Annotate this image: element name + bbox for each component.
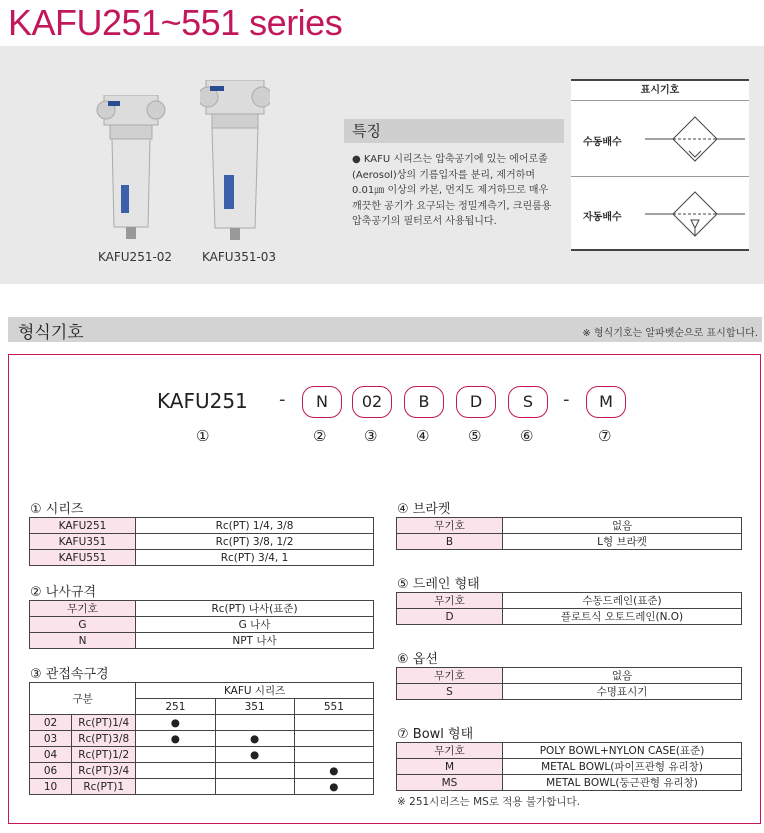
table-cell: 무기호 (397, 518, 503, 534)
table-cell: KAFU251 (30, 518, 136, 534)
product-image-kafu251 (96, 95, 166, 243)
table-row (30, 518, 374, 534)
table-cell: 무기호 (30, 601, 136, 617)
drain-table (396, 592, 742, 625)
code-part-drain: D (456, 386, 496, 418)
code-dash-1: - (279, 389, 286, 410)
table-row (30, 763, 374, 779)
table-cell: 수동드레인(표준) (503, 593, 742, 609)
table-cell: G 나사 (136, 617, 374, 633)
port-mark (215, 779, 294, 795)
port-mark: ● (215, 731, 294, 747)
port-mark (136, 747, 215, 763)
thread-table (29, 600, 374, 649)
code-number-1: ① (196, 427, 210, 445)
model-base: KAFU251 (157, 389, 248, 413)
table-cell: KAFU551 (30, 550, 136, 566)
section-heading: 형식기호 (18, 323, 84, 343)
product-caption-2: KAFU351-03 (202, 250, 277, 264)
manual-drain-symbol (645, 111, 745, 167)
port-table-title: ③ 관접속구경 (30, 667, 109, 682)
code-number-6: ⑥ (520, 427, 534, 445)
code-number-7: ⑦ (598, 427, 612, 445)
code-number-3: ③ (364, 427, 378, 445)
table-cell: Rc(PT) 1/4, 3/8 (136, 518, 374, 534)
page-title: KAFU251~551 series (8, 2, 343, 43)
table-cell: NPT 나사 (136, 633, 374, 649)
table-cell: KAFU351 (30, 534, 136, 550)
drain-table-title: ⑤ 드레인 형태 (397, 577, 480, 592)
port-head-label: 구분 (30, 683, 136, 715)
option-table-title: ⑥ 옵션 (397, 652, 438, 667)
port-mark (215, 715, 294, 731)
table-row (397, 534, 742, 550)
symbol-label-manual: 수동배수 (583, 137, 622, 148)
table-row (397, 668, 742, 684)
code-part-bracket: B (404, 386, 444, 418)
port-size: Rc(PT)1 (72, 779, 136, 795)
table-row (397, 743, 742, 759)
series-table (29, 517, 374, 566)
table-cell: D (397, 609, 503, 625)
code-part-port: 02 (352, 386, 392, 418)
code-number-2: ② (313, 427, 327, 445)
table-row (30, 550, 374, 566)
product-caption-1: KAFU251-02 (98, 250, 173, 264)
bowl-table (396, 742, 742, 791)
symbol-label-auto: 자동배수 (583, 212, 622, 223)
series-table-title: ① 시리즈 (30, 502, 84, 517)
table-row (30, 617, 374, 633)
option-table (396, 667, 742, 700)
port-col: 351 (215, 699, 294, 715)
table-row (30, 747, 374, 763)
section-bar (8, 317, 762, 342)
table-cell: L형 브라켓 (503, 534, 742, 550)
port-mark: ● (294, 779, 373, 795)
code-number-4: ④ (416, 427, 430, 445)
table-row (30, 601, 374, 617)
features-heading: 특징 (344, 119, 564, 143)
table-row (397, 609, 742, 625)
code-dash-2: - (563, 389, 570, 410)
table-row (397, 684, 742, 700)
port-table (29, 682, 374, 795)
symbol-table-heading: 표시기호 (571, 81, 749, 101)
table-cell: METAL BOWL(둥근관형 유리창) (503, 775, 742, 791)
table-row (30, 779, 374, 795)
code-part-option: S (508, 386, 548, 418)
table-cell: MS (397, 775, 503, 791)
port-mark: ● (215, 747, 294, 763)
port-code: 10 (30, 779, 72, 795)
table-row (397, 593, 742, 609)
table-cell: Rc(PT) 나사(표준) (136, 601, 374, 617)
symbol-table (571, 79, 749, 251)
code-number-5: ⑤ (468, 427, 482, 445)
table-cell: S (397, 684, 503, 700)
bowl-table-title: ⑦ Bowl 형태 (397, 727, 474, 742)
port-mark (136, 779, 215, 795)
code-part-thread: N (302, 386, 342, 418)
table-row (397, 518, 742, 534)
table-row (397, 775, 742, 791)
port-mark: ● (136, 731, 215, 747)
bracket-table (396, 517, 742, 550)
port-mark: ● (136, 715, 215, 731)
symbol-row-manual (571, 103, 749, 177)
auto-drain-symbol (645, 186, 745, 242)
table-cell: M (397, 759, 503, 775)
table-cell: N (30, 633, 136, 649)
port-size: Rc(PT)3/8 (72, 731, 136, 747)
table-cell: Rc(PT) 3/4, 1 (136, 550, 374, 566)
table-cell: 무기호 (397, 593, 503, 609)
port-col: 251 (136, 699, 215, 715)
port-mark (215, 763, 294, 779)
table-cell: 없음 (503, 668, 742, 684)
port-size: Rc(PT)1/4 (72, 715, 136, 731)
port-mark (294, 747, 373, 763)
table-row (30, 633, 374, 649)
port-mark: ● (294, 763, 373, 779)
table-cell: G (30, 617, 136, 633)
section-note: ※ 형식기호는 알파벳순으로 표시합니다. (582, 328, 758, 339)
table-row (30, 731, 374, 747)
symbol-row-auto (571, 178, 749, 252)
port-col: 551 (294, 699, 373, 715)
port-code: 06 (30, 763, 72, 779)
table-cell: POLY BOWL+NYLON CASE(표준) (503, 743, 742, 759)
table-cell: METAL BOWL(파이프관형 유리창) (503, 759, 742, 775)
features-text: ● KAFU 시리즈는 압축공기에 있는 에어로졸(Aerosol)상의 기름입자를 분리, 제거하며 0.01㎛ 이상의 카본, 먼지도 제거하므로 매우 깨끗한 공기가 요구되는 정밀계측기, 크린룸용 압축공기의 필터로서 사용됩니다. (352, 154, 552, 227)
port-mark (136, 763, 215, 779)
table-row (30, 683, 374, 699)
product-image-kafu351 (200, 80, 270, 243)
port-group-label: KAFU 시리즈 (136, 683, 374, 699)
footnote: ※ 251시리즈는 MS로 적용 불가합니다. (397, 796, 580, 808)
thread-table-title: ② 나사규격 (30, 585, 97, 600)
port-mark (294, 731, 373, 747)
port-code: 03 (30, 731, 72, 747)
port-size: Rc(PT)3/4 (72, 763, 136, 779)
port-code: 04 (30, 747, 72, 763)
port-code: 02 (30, 715, 72, 731)
table-cell: 무기호 (397, 743, 503, 759)
table-row (30, 534, 374, 550)
code-part-bowl: M (586, 386, 626, 418)
table-row (397, 759, 742, 775)
bracket-table-title: ④ 브라켓 (397, 502, 451, 517)
table-cell: 무기호 (397, 668, 503, 684)
port-size: Rc(PT)1/2 (72, 747, 136, 763)
port-mark (294, 715, 373, 731)
table-cell: B (397, 534, 503, 550)
table-cell: Rc(PT) 3/8, 1/2 (136, 534, 374, 550)
table-cell: 플로트식 오토드레인(N.O) (503, 609, 742, 625)
table-cell: 없음 (503, 518, 742, 534)
table-cell: 수명표시기 (503, 684, 742, 700)
table-row (30, 715, 374, 731)
